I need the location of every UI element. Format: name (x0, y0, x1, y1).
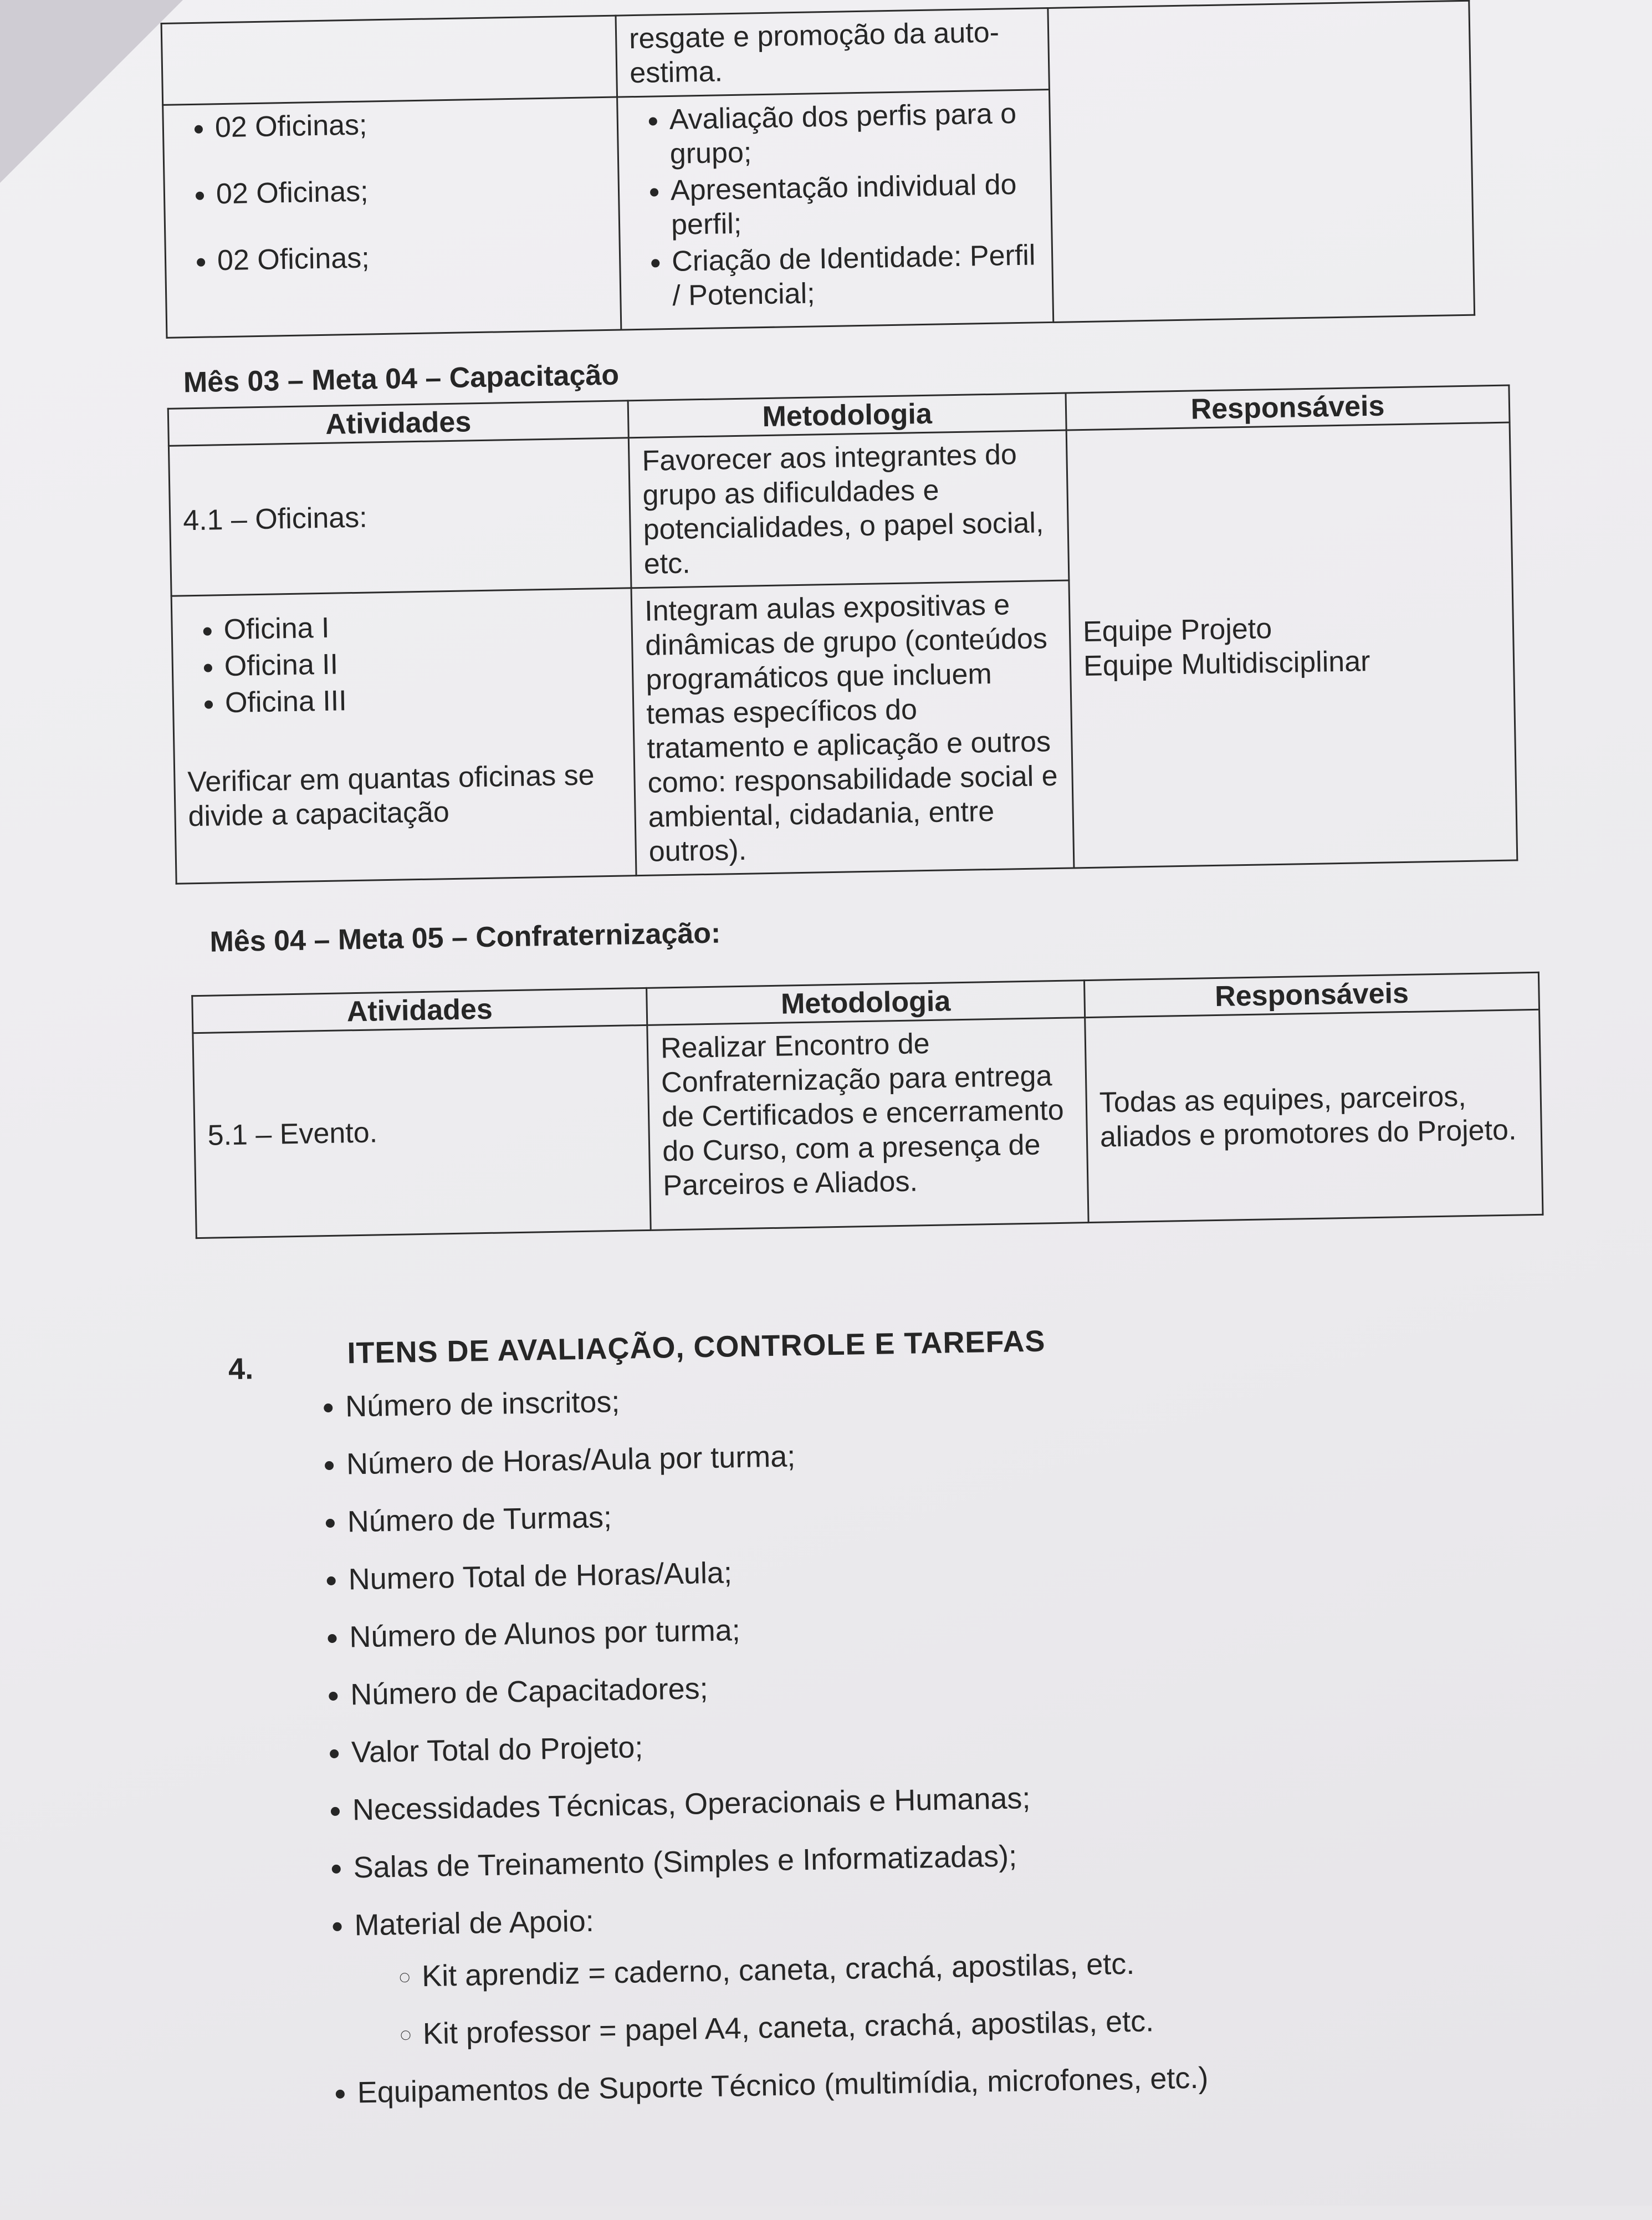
list-item: • Avaliação dos perfis para o grupo; (669, 96, 1037, 171)
list-item: • Equipamentos de Suporte Técnico (multimídia, microfones, etc.) (357, 2055, 1521, 2111)
list-item: • Apresentação individual do perfil; (670, 167, 1039, 242)
table-meta04 (167, 385, 1518, 885)
list-item: • Necessidades Técnicas, Operacionais e Humanas; (352, 1772, 1516, 1828)
sub-list (355, 1940, 1521, 2053)
table-previous-meta (161, 0, 1476, 339)
list-item: • Criação de Identidade: Perfil / Potencial; (672, 238, 1040, 313)
table-cell: Favorecer aos integrantes do grupo as dificuldades e potencialidades, o papel social, etc. (628, 430, 1069, 588)
column-header: Metodologia (647, 981, 1085, 1025)
sub-list-item: ◦ Kit professor = papel A4, caneta, crachá, apostilas, etc. (422, 1997, 1520, 2052)
table-meta05 (191, 972, 1543, 1239)
list-item: • 02 Oficinas; (217, 237, 607, 278)
table-cell: Realizar Encontro de Confraternização para entrega de Certificados e encerramento do Curso, com a presença de Parceiros e Aliados. (647, 1018, 1088, 1231)
list-item: • Oficina III (224, 679, 620, 720)
column-header: Metodologia (628, 393, 1066, 438)
responsavel: Equipe Projeto (1082, 612, 1272, 648)
note-text: Verificar em quantas oficinas se divide a capacitação (187, 759, 595, 833)
table-cell: 4.1 – Oficinas: (168, 438, 631, 596)
meta04-heading: Mês 03 – Meta 04 – Capacitação (183, 359, 620, 399)
section-number: 4. (228, 1352, 254, 1386)
table-row (161, 1, 1470, 105)
table-cell: Todas as equipes, parceiros, aliados e promotores do Projeto. (1085, 1009, 1543, 1222)
list-item: • Salas de Treinamento (Simples e Informatizadas); (353, 1830, 1517, 1886)
table-cell (617, 89, 1053, 330)
column-header: Responsáveis (1066, 385, 1510, 430)
column-header: Atividades (168, 401, 628, 446)
table-cell (163, 97, 621, 338)
table-cell (161, 16, 617, 105)
section-title: ITENS DE AVALIAÇÃO, CONTROLE E TAREFAS (347, 1324, 1046, 1370)
list-item: • Número de Alunos por turma; (349, 1599, 1513, 1655)
list-item: • 02 Oficinas; (214, 104, 605, 145)
list-item: • 02 Oficinas; (216, 170, 606, 211)
list-item: • Numero Total de Horas/Aula; (348, 1542, 1512, 1598)
list-item: • Número de Turmas; (347, 1484, 1511, 1540)
list-item: • Número de Capacitadores; (350, 1657, 1515, 1713)
list-item (354, 1887, 1520, 2053)
evaluation-items-list (295, 1369, 1522, 2134)
list-item: • Oficina II (224, 642, 620, 683)
sub-list-item: ◦ Kit aprendiz = caderno, caneta, crachá, apostilas, etc. (422, 1940, 1520, 1994)
table-cell: resgate e promoção da auto-estima. (616, 8, 1049, 97)
list-item-label: Material de Apoio: (354, 1904, 595, 1942)
table-cell (1066, 422, 1517, 868)
column-header: Atividades (192, 988, 647, 1033)
list-item: • Valor Total do Projeto; (351, 1714, 1516, 1770)
table-cell (1048, 1, 1475, 322)
list-item: • Oficina I (223, 606, 619, 647)
table-cell (171, 588, 636, 884)
table-row (193, 1009, 1543, 1238)
list-item: • Número de inscritos; (345, 1369, 1510, 1425)
list-item: • Número de Horas/Aula por turma; (346, 1426, 1510, 1482)
table-cell: 5.1 – Evento. (193, 1025, 651, 1238)
table-row (168, 422, 1512, 596)
column-header: Responsáveis (1084, 972, 1539, 1017)
meta05-heading: Mês 04 – Meta 05 – Confraternização: (209, 917, 721, 958)
responsavel: Equipe Multidisciplinar (1083, 645, 1370, 682)
table-cell: Integram aulas expositivas e dinâmicas de grupo (conteúdos programáticos que incluem temas específicos do tratamento e aplicação e outros como: responsabilidade social e ambiental, cidadania, entre outros). (631, 580, 1074, 876)
